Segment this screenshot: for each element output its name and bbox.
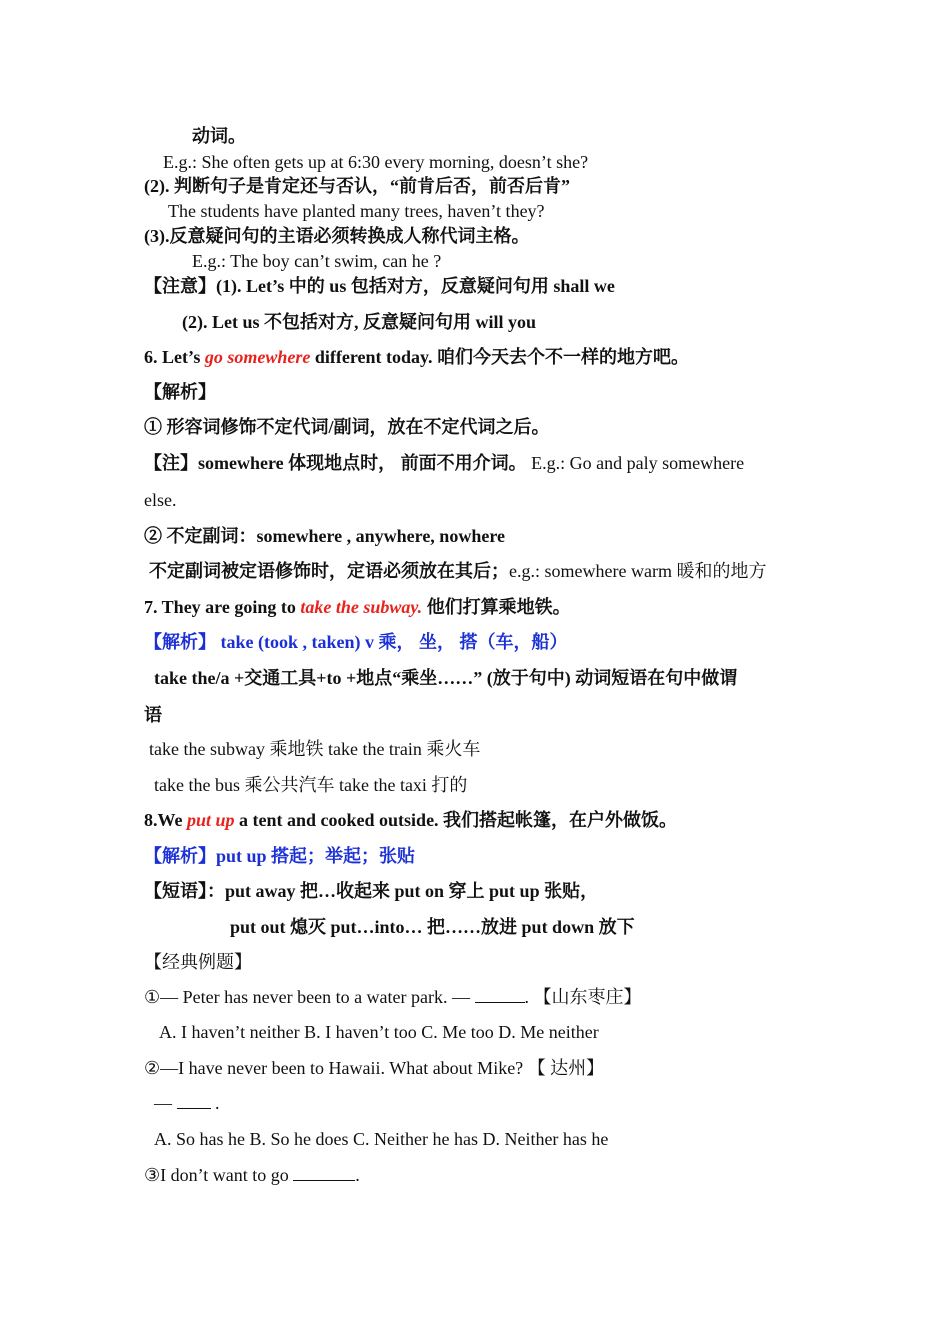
example-sentence: E.g.: She often gets up at 6:30 every morning, doesn’t she?: [163, 152, 589, 172]
sentence-text: 6. Let’s: [144, 347, 205, 367]
note-line: (2). Let us 不包括对方, 反意疑问句用 will you: [182, 312, 537, 332]
question-text: —: [154, 1093, 177, 1113]
sentence-text: different today. 咱们今天去个不一样的地方吧。: [310, 347, 689, 367]
phrase-list: put out 熄灭 put…into… 把……放进 put down 放下: [230, 917, 635, 937]
examples-heading: 【经典例题】: [144, 952, 252, 972]
answer-blank: [475, 986, 525, 1003]
phrase-line: take the subway 乘地铁 take the train 乘火车: [149, 739, 481, 759]
example-text: e.g.: somewhere warm 暖和的地方: [509, 561, 767, 581]
text-line: 语: [144, 705, 162, 725]
phrase-line: take the bus 乘公共汽车 take the taxi 打的: [154, 775, 468, 795]
question-1: [144, 985, 642, 1009]
note-line: 【注意】(1). Let’s 中的 us 包括对方，反意疑问句用 shall we: [144, 276, 615, 296]
rule-text: 不定副词被定语修饰时，定语必须放在其后；: [149, 561, 509, 581]
question-3: [144, 1163, 360, 1187]
example-sentence: The students have planted many trees, haven’t they?: [168, 201, 545, 221]
sentence-text: a tent and cooked outside. 我们搭起帐篷，在户外做饭。: [234, 810, 678, 830]
rule-line: [149, 559, 766, 583]
sentence-8: [144, 808, 677, 832]
sentence-6: [144, 345, 689, 369]
rule-line: take the/a +交通工具+to +地点“乘坐……” (放于句中) 动词短语在句中做谓: [154, 668, 738, 688]
text-line: 动词。: [192, 126, 246, 146]
example-sentence: E.g.: The boy can’t swim, can he ?: [192, 251, 442, 271]
phrase-list: 【短语】：put away 把…收起来 put on 穿上 put up 张贴，: [144, 881, 599, 901]
question-text: ①— Peter has never been to a water park. —: [144, 987, 475, 1007]
sentence-text: 8.We: [144, 810, 187, 830]
question-text: .: [355, 1165, 360, 1185]
sentence-7: [144, 595, 571, 619]
rule-heading: (2). 判断句子是肯定还与否认，“前肯后否，前否后肯”: [144, 176, 570, 196]
rule-heading: (3).反意疑问句的主语必须转换成人称代词主格。: [144, 226, 530, 246]
question-2: ②—I have never been to Hawaii. What about Mike? 【 达州】: [144, 1058, 605, 1078]
analysis-heading: 【解析】 take (took , taken) v 乘， 坐， 搭（车，船）: [144, 632, 568, 652]
answer-blank: [293, 1164, 355, 1181]
answer-options: A. I haven’t neither B. I haven’t too C. Me too D. Me neither: [159, 1022, 599, 1042]
answer-line: [154, 1091, 220, 1115]
question-text: ③I don’t want to go: [144, 1165, 294, 1185]
analysis-point: ① 形容词修饰不定代词/副词，放在不定代词之后。: [144, 417, 550, 437]
answer-blank: [177, 1092, 211, 1109]
question-text: . 【山东枣庄】: [524, 987, 642, 1007]
analysis-heading: 【解析】put up 搭起；举起；张贴: [144, 846, 416, 866]
text-line: else.: [144, 490, 177, 510]
key-phrase: put up: [187, 810, 235, 830]
sentence-text: 7. They are going to: [144, 597, 301, 617]
answer-options: A. So has he B. So he does C. Neither he has D. Neither has he: [154, 1129, 609, 1149]
example-text: E.g.: Go and paly somewhere: [526, 453, 745, 473]
analysis-heading: 【解析】: [144, 382, 216, 402]
analysis-point: ② 不定副词：somewhere , anywhere, nowhere: [144, 526, 505, 546]
key-phrase: go somewhere: [204, 347, 311, 367]
question-text: .: [210, 1093, 220, 1113]
note-line: [144, 451, 744, 475]
key-phrase: take the subway.: [300, 597, 423, 617]
note-text: 【注】somewhere 体现地点时， 前面不用介词。: [144, 453, 527, 473]
sentence-text: 他们打算乘地铁。: [422, 597, 571, 617]
